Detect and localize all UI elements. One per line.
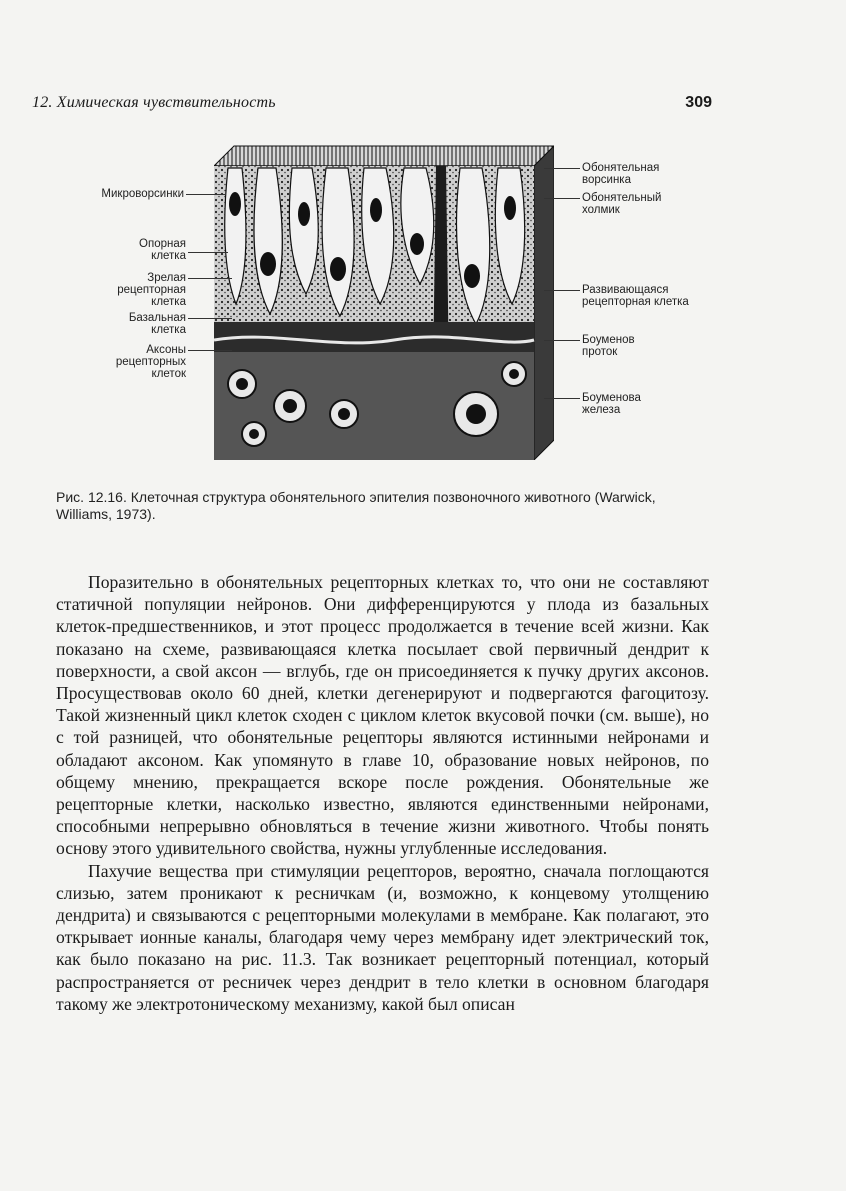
leader-line: [186, 194, 226, 195]
figure-caption: Рис. 12.16. Клеточная структура обонятельного эпителия позвоночного животного (Warwick, Williams, 1973).: [56, 489, 656, 522]
label-bowman-gland: Боуменова железа: [582, 392, 641, 416]
label-developing-receptor-cell: Развивающаяся рецепторная клетка: [582, 284, 689, 308]
label-olfactory-knob: Обонятельный холмик: [582, 192, 662, 216]
epithelium-illustration: [214, 144, 554, 460]
label-receptor-axons: Аксоны рецепторных клеток: [115, 344, 186, 380]
label-olfactory-cilium: Обонятельная ворсинка: [582, 162, 660, 186]
label-bowman-duct: Боуменов проток: [582, 334, 635, 358]
chapter-title: 12. Химическая чувствительность: [32, 94, 276, 111]
figure-olfactory-epithelium: [74, 140, 694, 470]
leader-line: [188, 350, 232, 351]
leader-line: [188, 252, 228, 253]
label-microvilli: Микроворсинки: [101, 188, 184, 200]
page-number: 309: [685, 94, 712, 111]
paragraph: Поразительно в обонятельных рецепторных клетках то, что они не составляют статичной популяции нейронов. Они дифференцируются у плода из базальных клеток-предшественников, и этот процесс продолжается в течение всей жизни. Как показано на схеме, развивающаяся клетка посылает свой первичный дендрит к поверхности, а свой аксон — вглубь, где он присоединяется к пучку других аксонов. Просуществовав около 60 дней, клетки дегенерируют и подвергаются фагоцитозу. Такой жизненный цикл клеток сходен с циклом клеток вкусовой почки (см. выше), но с той разницей, что обонятельные рецепторы являются истинными нейронами и обладают аксоном. Как упомянуто в главе 10, образование новых нейронов, по общему мнению, прекращается вскоре после рождения. Обонятельные же рецепторные клетки, насколько известно, являются единственными нейронами, способными непрерывно обновляться в течение жизни животного. Чтобы понять основу этого удивительного свойства, нужны углубленные исследования.: [56, 572, 709, 859]
leader-line: [544, 398, 580, 399]
running-head: [32, 94, 712, 118]
leader-line: [544, 290, 580, 291]
label-mature-receptor-cell: Зрелая рецепторная клетка: [117, 272, 186, 308]
leader-line: [188, 278, 232, 279]
leader-line: [188, 318, 232, 319]
label-basal-cell: Базальная клетка: [128, 312, 186, 336]
leader-line: [544, 198, 580, 199]
label-supporting-cell: Опорная клетка: [139, 238, 186, 262]
body-text: [56, 571, 709, 1015]
leader-line: [544, 168, 580, 169]
paragraph: Пахучие вещества при стимуляции рецепторов, вероятно, сначала поглощаются слизью, затем проникают к ресничкам (и, возможно, к концевому утолщению дендрита) и связываются с рецепторными молекулами в мембране. Как полагают, это открывает ионные каналы, благодаря чему через мембрану идет электрический ток, как было показано на рис. 11.3. Так возникает рецепторный потенциал, который распространяется от ресничек через дендрит в тело клетки в основном благодаря такому же электротоническому механизму, какой был описан: [56, 860, 709, 1014]
leader-line: [544, 340, 580, 341]
